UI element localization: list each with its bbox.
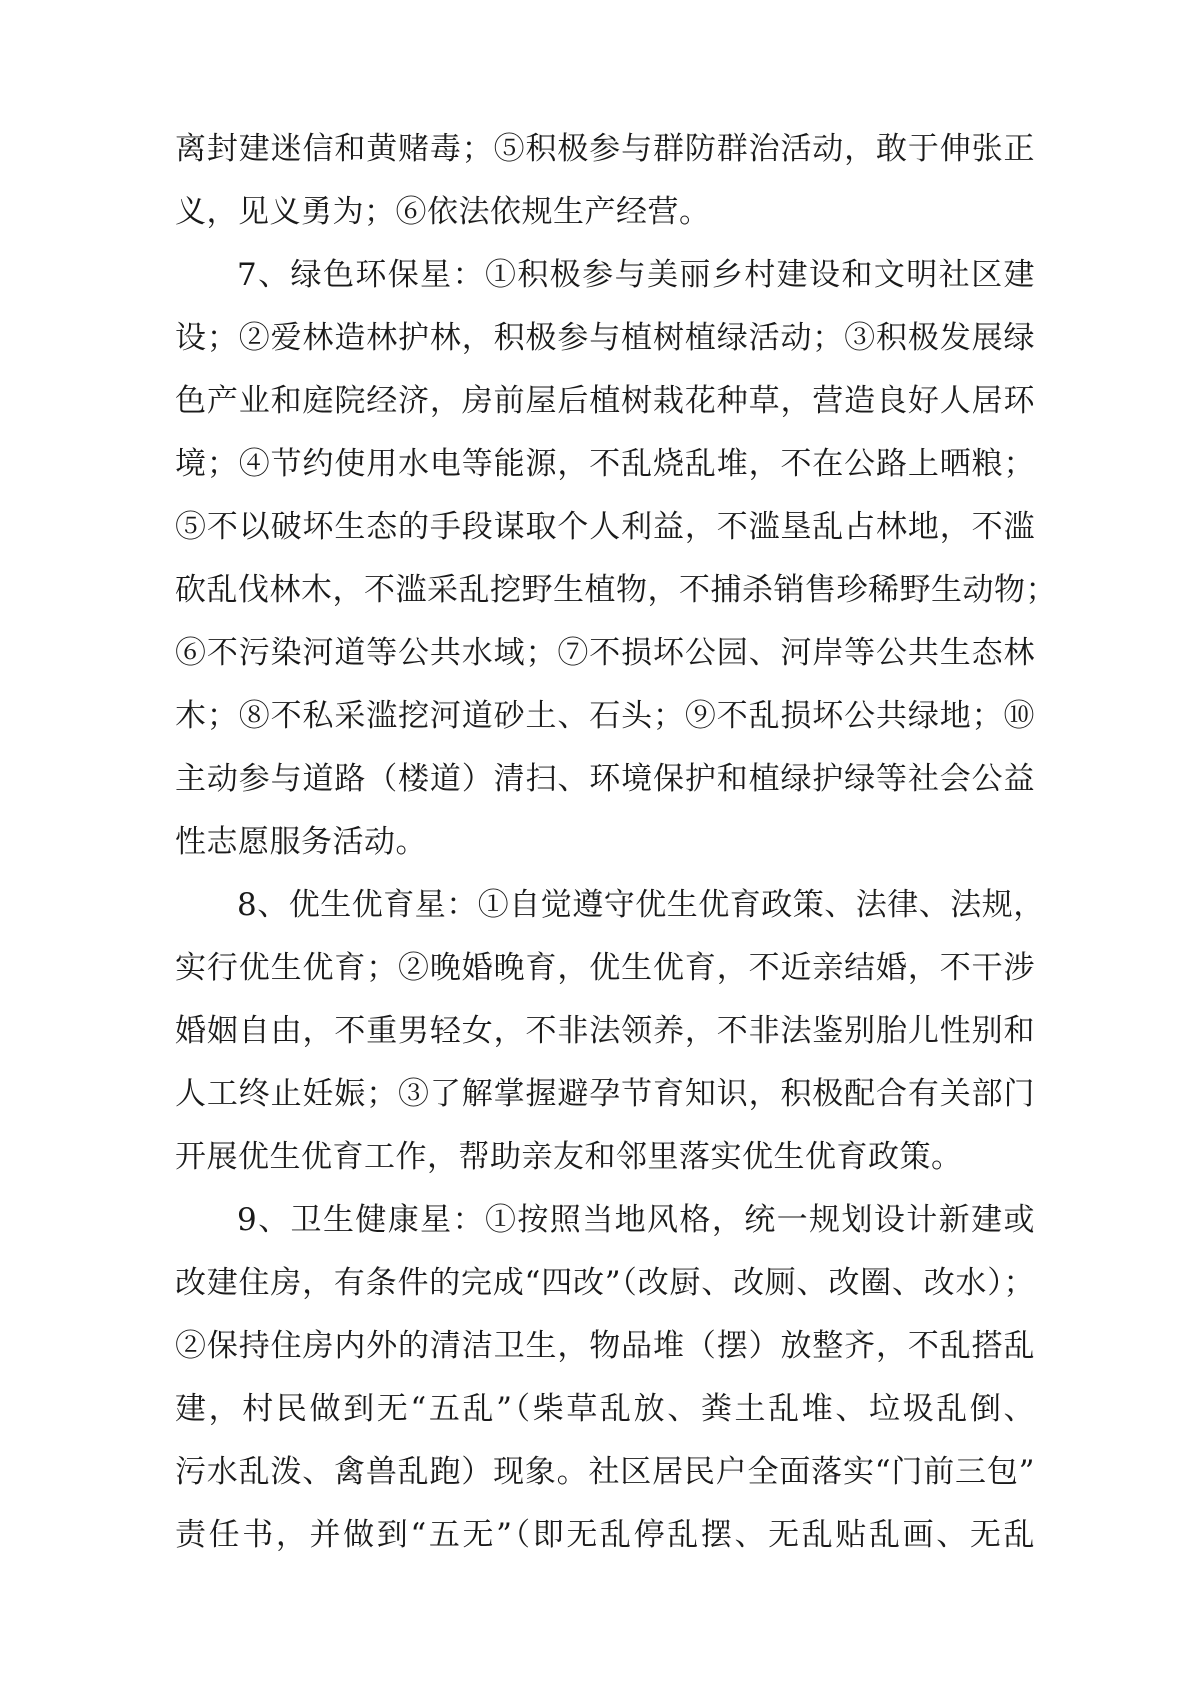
section-9-heading-line: 9、卫生健康星：①按照当地风格，统一规划设计新建或 [237, 1202, 1035, 1238]
text-line: 人工终止妊娠；③了解掌握避孕节育知识，积极配合有关部门 [175, 1076, 1035, 1112]
text-line: 义，见义勇为；⑥依法依规生产经营。 [175, 194, 711, 230]
section-7-heading-line: 7、绿色环保星：①积极参与美丽乡村建设和文明社区建 [237, 257, 1035, 293]
text-line: 主动参与道路（楼道）清扫、环境保护和植绿护绿等社会公益 [175, 761, 1035, 797]
text-line: 性志愿服务活动。 [175, 824, 427, 860]
text-line: 砍乱伐林木，不滥采乱挖野生植物，不捕杀销售珍稀野生动物； [175, 572, 1057, 608]
text-line: 责任书，并做到“五无”（即无乱停乱摆、无乱贴乱画、无乱 [175, 1517, 1035, 1553]
text-line: 建，村民做到无“五乱”（柴草乱放、粪土乱堆、垃圾乱倒、 [175, 1391, 1035, 1427]
text-line: 改建住房，有条件的完成“四改”（改厨、改厕、改圈、改水）； [175, 1265, 1035, 1301]
text-line: 实行优生优育；②晚婚晚育，优生优育，不近亲结婚，不干涉 [175, 950, 1035, 986]
text-line: 开展优生优育工作，帮助亲友和邻里落实优生优育政策。 [175, 1139, 963, 1175]
text-line: ⑥不污染河道等公共水域；⑦不损坏公园、河岸等公共生态林 [175, 635, 1035, 671]
text-line: 设；②爱林造林护林，积极参与植树植绿活动；③积极发展绿 [175, 320, 1035, 356]
section-8-heading-line: 8、优生优育星：①自觉遵守优生优育政策、法律、法规， [237, 887, 1045, 923]
text-line: 木；⑧不私采滥挖河道砂土、石头；⑨不乱损坏公共绿地；⑩ [175, 698, 1035, 734]
text-line: 离封建迷信和黄赌毒；⑤积极参与群防群治活动，敢于伸张正 [175, 131, 1035, 167]
text-line: 婚姻自由，不重男轻女，不非法领养，不非法鉴别胎儿性别和 [175, 1013, 1035, 1049]
document-body [175, 118, 1057, 1567]
text-line: 污水乱泼、禽兽乱跑）现象。社区居民户全面落实“门前三包” [175, 1454, 1035, 1490]
text-line: ⑤不以破坏生态的手段谋取个人利益，不滥垦乱占林地，不滥 [175, 509, 1035, 545]
text-line: 色产业和庭院经济，房前屋后植树栽花种草，营造良好人居环 [175, 383, 1035, 419]
text-line: 境；④节约使用水电等能源，不乱烧乱堆，不在公路上晒粮； [175, 446, 1035, 482]
text-line: ②保持住房内外的清洁卫生，物品堆（摆）放整齐，不乱搭乱 [175, 1328, 1035, 1364]
